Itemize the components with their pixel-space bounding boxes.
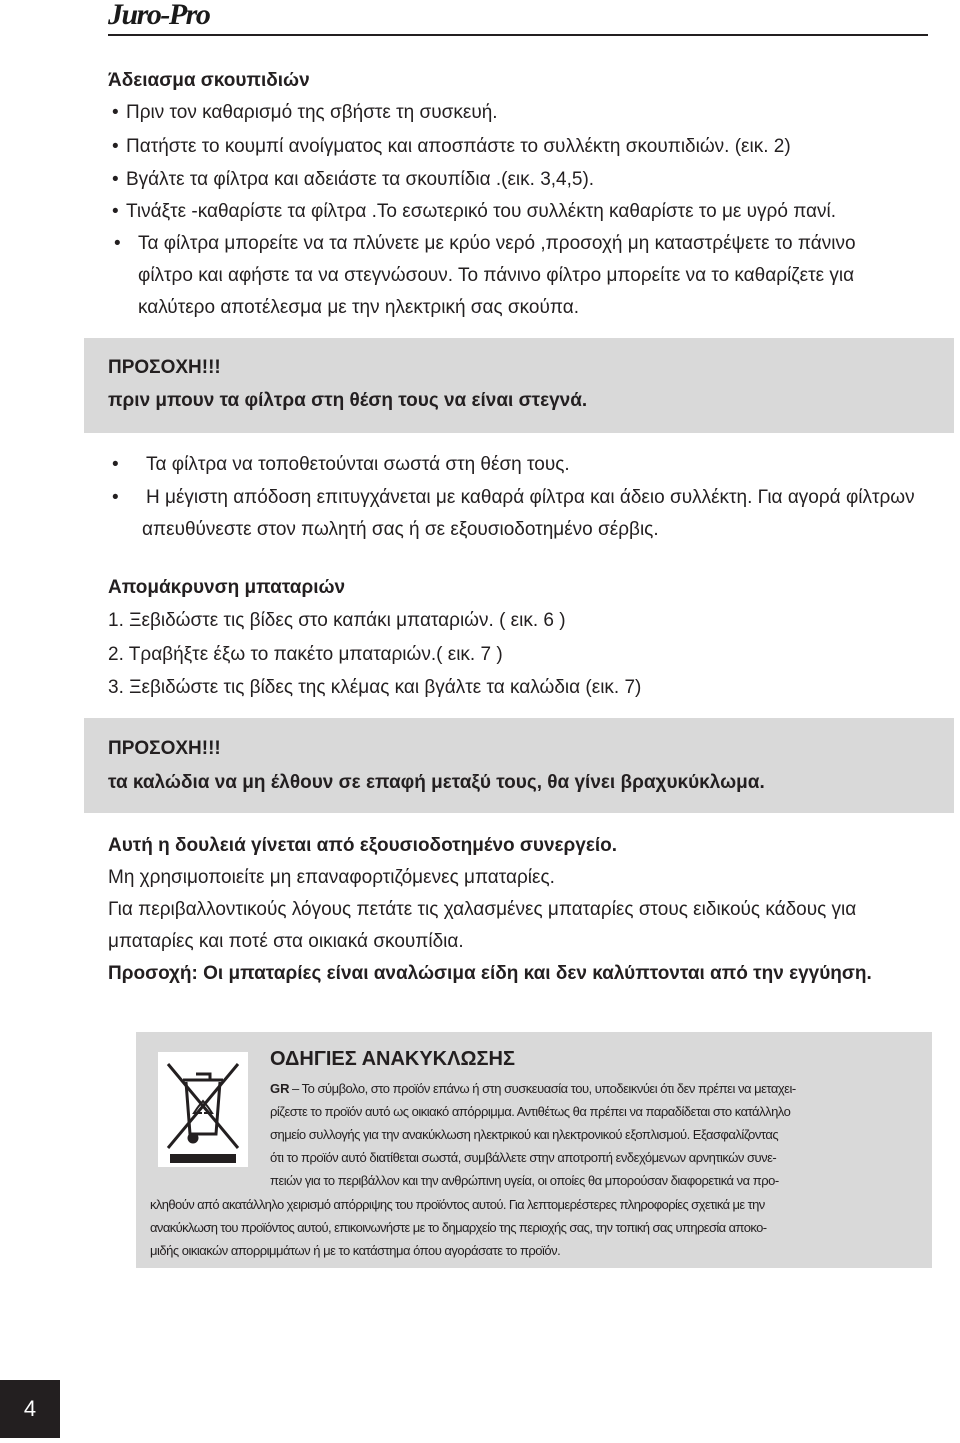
- header-rule: [108, 34, 928, 36]
- emptying-bullet-4: Τινάξτε -καθαρίστε τα φίλτρα .Το εσωτερικό του συλλέκτη καθαρίστε το με υγρό πανί.: [126, 201, 837, 222]
- recycling-line-4: ότι το προϊόν αυτό διατίθεται σωστά, συμβάλλετε στην αποτροπή ενδεχόμενων αρνητικών συνε-: [270, 1150, 777, 1165]
- recycling-line-8: μιδής οικιακών απορριμμάτων ή με το κατάστημα όπου αγοράσατε το προϊόν.: [150, 1243, 561, 1258]
- recycling-title: ΟΔΗΓΙΕΣ ΑΝΑΚΥΚΛΩΣΗΣ: [270, 1048, 515, 1070]
- recycling-line-6: κληθούν από ακατάλληλο χειρισμό απόρριψης του προϊόντος αυτού. Για λεπτομερέστερες πληροφορίες σχετικά με την: [150, 1197, 765, 1212]
- page-number: 4: [0, 1380, 60, 1438]
- battery-step-2: 2. Τραβήξτε έξω το πακέτο μπαταριών.( εικ. 7 ): [108, 644, 503, 665]
- warning-text: πριν μπουν τα φίλτρα στη θέση τους να είναι στεγνά.: [108, 390, 588, 411]
- service-note-bold: Αυτή η δουλειά γίνεται από εξουσιοδοτημένο συνεργείο.: [108, 835, 618, 856]
- warning-panel-battery: [84, 718, 954, 813]
- service-note-3: Για περιβαλλοντικούς λόγους πετάτε τις χαλασμένες μπαταρίες στους ειδικούς κάδους για: [108, 899, 857, 920]
- battery-step-1: 1. Ξεβιδώστε τις βίδες στο καπάκι μπαταριών. ( εικ. 6 ): [108, 610, 566, 631]
- battery-heading: Απομάκρυνση μπαταριών: [108, 577, 346, 598]
- recycling-line-2: ρίζεστε το προϊόν αυτό ως οικιακό απόρριμμα. Αντιθέτως θα πρέπει να παραδίδεται στο κατάλληλο: [270, 1104, 791, 1119]
- recycling-line-5: πειών για το περιβάλλον και την ανθρώπινη υγεία, οι οποίες θα μπορούσαν διαφορετικά να προ-: [270, 1173, 779, 1188]
- emptying-bullet-5-cont-1: φίλτρο και αφήστε τα να στεγνώσουν. Το πάνινο φίλτρο μπορείτε να το καθαρίζετε για: [138, 265, 855, 286]
- emptying-bullet-5-cont-2: καλύτερο αποτέλεσμα με την ηλεκτρική σας σκούπα.: [138, 297, 579, 318]
- filters-bullet-1: Τα φίλτρα να τοποθετούνται σωστά στη θέση τους.: [146, 454, 570, 475]
- recycling-line-1: – Το σύμβολο, στο προϊόν επάνω ή στη συσκευασία του, υποδεικνύει ότι δεν πρέπει να μεταχει-: [292, 1081, 796, 1096]
- bullet-dot: •: [114, 233, 121, 254]
- bullet-dot: •: [112, 487, 119, 508]
- recycling-line-3: σημείο συλλογής για την ανακύκλωση ηλεκτρικού και ηλεκτρονικού εξοπλισμού. Εξασφαλίζοντας: [270, 1127, 779, 1142]
- service-note-4: μπαταρίες και ποτέ στα οικιακά σκουπίδια.: [108, 931, 464, 952]
- weee-crossed-bin-icon: [158, 1052, 248, 1167]
- warning-panel-filters: [84, 338, 954, 433]
- bullet-dot: •: [112, 169, 119, 190]
- filters-bullet-2-cont: απευθύνεστε στον πωλητή σας ή σε εξουσιοδοτημένο σέρβις.: [142, 519, 659, 540]
- recycling-gr-label: GR: [270, 1081, 290, 1096]
- warning-title: ΠΡΟΣΟΧΗ!!!: [108, 357, 221, 378]
- brand-logo: Juro-Pro: [108, 0, 210, 31]
- bullet-dot: •: [112, 454, 119, 475]
- bullet-dot: •: [112, 136, 119, 157]
- bullet-dot: •: [112, 102, 119, 123]
- warning-text: τα καλώδια να μη έλθουν σε επαφή μεταξύ τους, θα γίνει βραχυκύκλωμα.: [108, 772, 765, 793]
- recycling-line-7: ανακύκλωση του προϊόντος αυτού, επικοινωνήστε με το δημαρχείο της περιοχής σας, την τοπική σας υπηρεσία αποκο-: [150, 1220, 767, 1235]
- bullet-dot: •: [112, 201, 119, 222]
- battery-step-3: 3. Ξεβιδώστε τις βίδες της κλέμας και βγάλτε τα καλώδια (εικ. 7): [108, 677, 642, 698]
- emptying-bullet-3: Βγάλτε τα φίλτρα και αδειάστε τα σκουπίδια .(εικ. 3,4,5).: [126, 169, 595, 190]
- emptying-bullet-2: Πατήστε το κουμπί ανοίγματος και αποσπάστε το συλλέκτη σκουπιδιών. (εικ. 2): [126, 136, 791, 157]
- emptying-bullet-1: Πριν τον καθαρισμό της σβήστε τη συσκευή.: [126, 102, 498, 123]
- service-warning: Προσοχή: Οι μπαταρίες είναι αναλώσιμα είδη και δεν καλύπτονται από την εγγύηση.: [108, 963, 872, 984]
- warning-title: ΠΡΟΣΟΧΗ!!!: [108, 738, 221, 759]
- emptying-heading: Άδειασμα σκουπιδιών: [108, 70, 310, 91]
- emptying-bullet-5: Τα φίλτρα μπορείτε να τα πλύνετε με κρύο νερό ,προσοχή μη καταστρέψετε το πάνινο: [138, 233, 856, 254]
- filters-bullet-2: Η μέγιστη απόδοση επιτυγχάνεται με καθαρά φίλτρα και άδειο συλλέκτη. Για αγορά φίλτρων: [146, 487, 915, 508]
- service-note-2: Μη χρησιμοποιείτε μη επαναφορτιζόμενες μπαταρίες.: [108, 867, 555, 888]
